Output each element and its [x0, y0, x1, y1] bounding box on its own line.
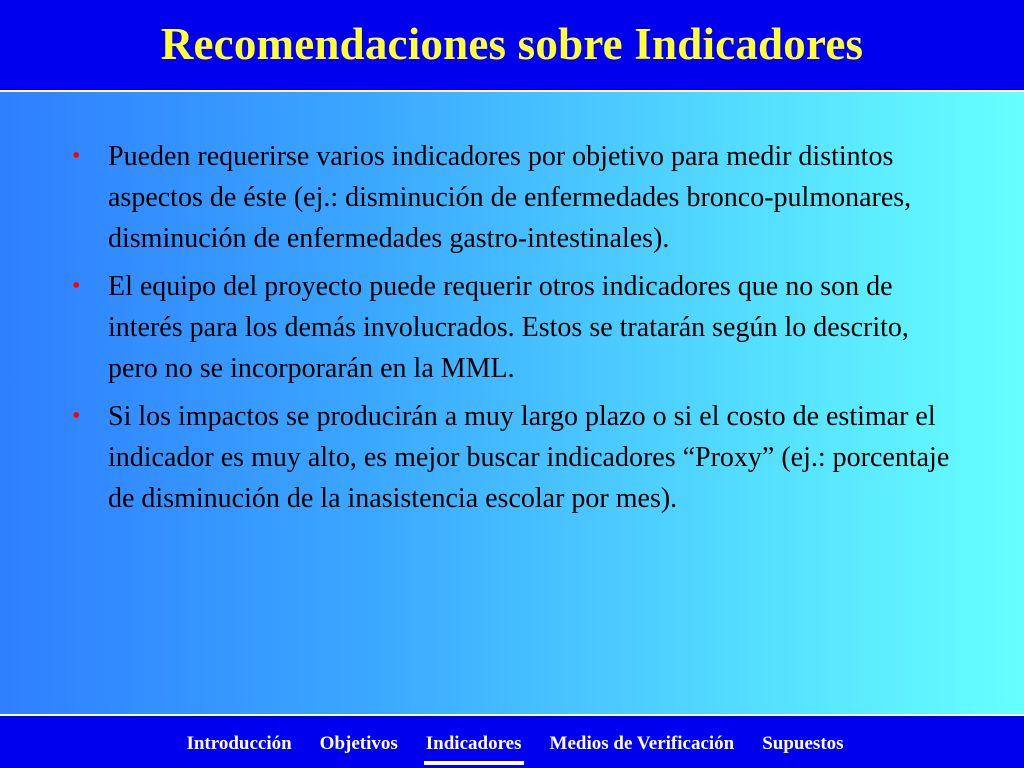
bullet-item-1 — [70, 136, 950, 259]
nav-link-supuestos[interactable]: Supuestos — [762, 733, 844, 754]
navigation-bar — [0, 714, 1024, 768]
nav-link-introduccion[interactable]: Introducción — [186, 733, 292, 754]
title-bar — [0, 0, 1024, 92]
bullet-text: El equipo del proyecto puede requerir otros indicadores que no son de interés para los demás involucrados. Estos se tratarán según lo descrito, pero no se incorporarán en la MML. — [108, 271, 909, 384]
nav-link-indicadores[interactable]: Indicadores — [412, 733, 536, 755]
nav-link-objetivos[interactable]: Objetivos — [319, 733, 398, 754]
bullet-text: Pueden requerirse varios indicadores por objetivo para medir distintos aspectos de éste (ej.: disminución de enfermedades bronco-pulmonares, disminución de enfermedades gastro-intestinales). — [108, 141, 912, 254]
bullet-item-2 — [70, 266, 950, 389]
bullet-list — [70, 136, 950, 519]
navigation-links — [172, 733, 857, 755]
nav-link-medios-de-verificacion[interactable]: Medios de Verificación — [549, 733, 735, 754]
bullet-item-3 — [70, 396, 950, 519]
bullet-icon: • — [72, 403, 81, 429]
slide-content — [70, 136, 950, 526]
bullet-icon: • — [72, 273, 81, 299]
bullet-text: Si los impactos se producirán a muy largo plazo o si el costo de estimar el indicador es muy alto, es mejor buscar indicadores “Proxy” (ej.: porcentaje de disminución de la inasistencia escolar por mes). — [108, 401, 950, 514]
bullet-icon: • — [72, 143, 81, 169]
slide-title: Recomendaciones sobre Indicadores — [160, 19, 864, 69]
